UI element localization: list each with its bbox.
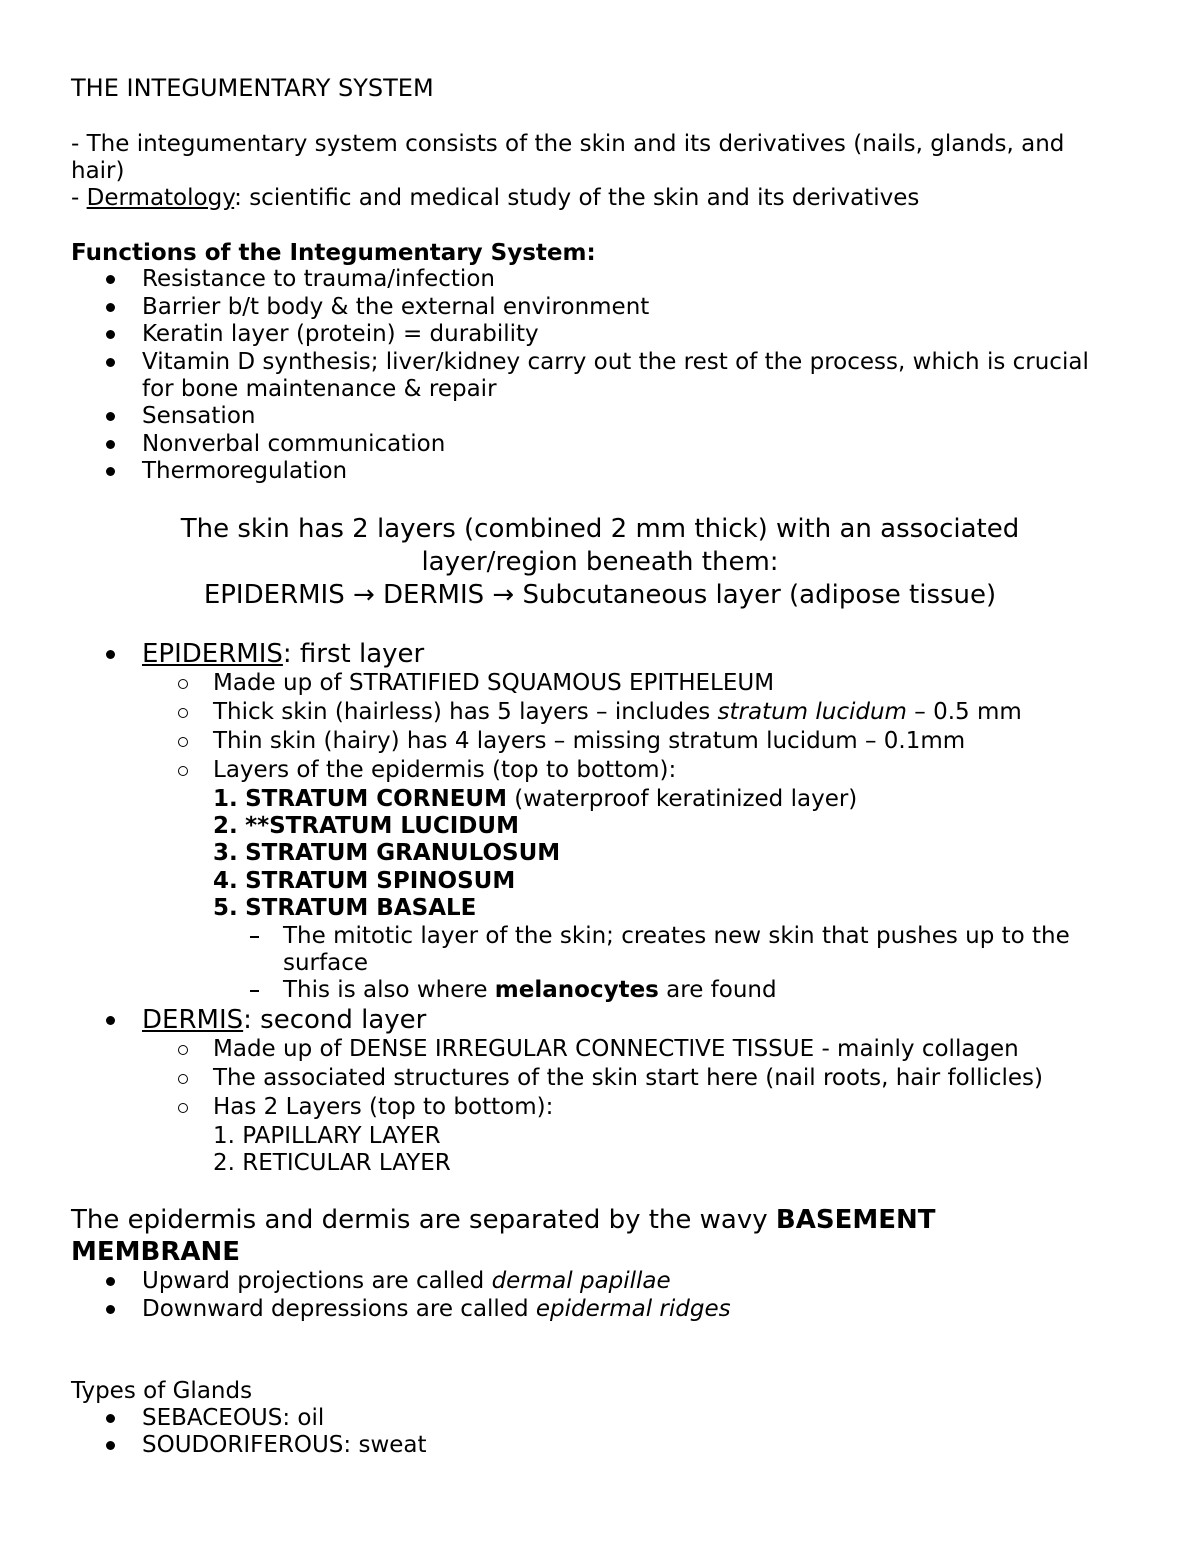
function-item: Sensation bbox=[142, 403, 256, 429]
basale-note-continued: surface bbox=[283, 950, 369, 976]
gland-item: SOUDORIFEROUS: sweat bbox=[142, 1432, 427, 1458]
layers-summary-line: layer/region beneath them: bbox=[421, 547, 779, 577]
bullet-icon bbox=[106, 1414, 115, 1423]
layer-name: STRATUM BASALE bbox=[245, 895, 477, 921]
epidermis-layer bbox=[213, 842, 560, 865]
dermis-term: DERMIS bbox=[142, 1005, 244, 1035]
layer-number: 1. bbox=[213, 786, 238, 812]
layer-name: STRATUM CORNEUM bbox=[245, 786, 507, 812]
item-text: Downward depressions are called bbox=[142, 1296, 536, 1322]
circle-bullet-icon bbox=[178, 766, 188, 776]
bullet-icon bbox=[106, 1305, 115, 1314]
note-text: This is also where bbox=[283, 977, 495, 1003]
basement-membrane-heading bbox=[71, 1207, 935, 1233]
epidermis-heading bbox=[142, 641, 424, 667]
dash-bullet-icon bbox=[250, 936, 259, 938]
epidermis-layer bbox=[213, 788, 857, 811]
circle-bullet-icon bbox=[178, 737, 188, 747]
epidermis-layer bbox=[213, 897, 476, 920]
dermis-layer bbox=[213, 1125, 441, 1148]
basale-note: The mitotic layer of the skin; creates new skin that pushes up to the bbox=[283, 923, 1070, 949]
intro-line-continued: hair) bbox=[71, 158, 125, 184]
epidermal-ridges-term: epidermal ridges bbox=[535, 1296, 731, 1322]
function-item: Nonverbal communication bbox=[142, 431, 446, 457]
dermal-papillae-term: dermal papillae bbox=[491, 1268, 671, 1294]
dermis-heading-rest: : second layer bbox=[243, 1005, 427, 1035]
layers-summary-line: The skin has 2 layers (combined 2 mm thick) with an associated bbox=[180, 514, 1020, 544]
function-item: Thermoregulation bbox=[142, 458, 348, 484]
layer-name: **STRATUM LUCIDUM bbox=[245, 813, 519, 839]
layer-note: (waterproof keratinized layer) bbox=[506, 786, 858, 812]
glands-heading: Types of Glands bbox=[71, 1378, 253, 1404]
layer-number: 2. bbox=[213, 1150, 235, 1176]
layers-summary-sequence: EPIDERMIS → DERMIS → Subcutaneous layer (adipose tissue) bbox=[203, 580, 997, 610]
circle-bullet-icon bbox=[178, 1103, 188, 1113]
epidermis-layer bbox=[213, 870, 515, 893]
epidermis-point: Made up of STRATIFIED SQUAMOUS EPITHELEUM bbox=[213, 670, 775, 696]
layer-number: 4. bbox=[213, 868, 238, 894]
dermatology-definition bbox=[71, 187, 919, 210]
layer-number: 1. bbox=[213, 1123, 235, 1149]
basement-item bbox=[142, 1270, 671, 1293]
bullet-icon bbox=[106, 1441, 115, 1450]
circle-bullet-icon bbox=[178, 1045, 188, 1055]
circle-bullet-icon bbox=[178, 708, 188, 718]
item-text: Upward projections are called bbox=[142, 1268, 492, 1294]
bullet-icon bbox=[106, 1016, 115, 1025]
thick-skin-italic: stratum lucidum bbox=[717, 699, 907, 725]
layer-name: PAPILLARY LAYER bbox=[242, 1123, 441, 1149]
dermis-point: Made up of DENSE IRREGULAR CONNECTIVE TISSUE - mainly collagen bbox=[213, 1036, 1019, 1062]
function-item: Vitamin D synthesis; liver/kidney carry out the rest of the process, which is crucial bbox=[142, 349, 1089, 375]
bullet-icon bbox=[106, 440, 115, 449]
basement-term: BASEMENT bbox=[775, 1205, 936, 1235]
function-item-continued: for bone maintenance & repair bbox=[142, 376, 497, 402]
epidermis-point: Layers of the epidermis (top to bottom): bbox=[213, 757, 677, 783]
thick-skin-suffix: – 0.5 mm bbox=[906, 699, 1022, 725]
bullet-icon bbox=[106, 358, 115, 367]
intro-line: - The integumentary system consists of the skin and its derivatives (nails, glands, and bbox=[71, 131, 1065, 157]
bullet-icon bbox=[106, 412, 115, 421]
layer-number: 3. bbox=[213, 840, 238, 866]
dermis-layer bbox=[213, 1152, 451, 1175]
function-item: Barrier b/t body & the external environment bbox=[142, 294, 650, 320]
dash-prefix: - bbox=[71, 185, 87, 211]
epidermis-point: Thin skin (hairy) has 4 layers – missing stratum lucidum – 0.1mm bbox=[213, 728, 966, 754]
basale-note bbox=[283, 979, 777, 1002]
basement-item bbox=[142, 1298, 731, 1321]
page-title: THE INTEGUMENTARY SYSTEM bbox=[71, 74, 434, 102]
dermis-point: The associated structures of the skin start here (nail roots, hair follicles) bbox=[213, 1065, 1043, 1091]
circle-bullet-icon bbox=[178, 679, 188, 689]
layer-name: STRATUM GRANULOSUM bbox=[245, 840, 561, 866]
dermis-heading bbox=[142, 1007, 426, 1033]
epidermis-thick-skin bbox=[213, 701, 1022, 724]
bullet-icon bbox=[106, 467, 115, 476]
bullet-icon bbox=[106, 275, 115, 284]
layer-number: 5. bbox=[213, 895, 238, 921]
function-item: Resistance to trauma/infection bbox=[142, 266, 495, 292]
membrane-term: MEMBRANE bbox=[71, 1237, 240, 1267]
dash-bullet-icon bbox=[250, 990, 259, 992]
bullet-icon bbox=[106, 650, 115, 659]
bullet-icon bbox=[106, 330, 115, 339]
dermatology-definition-text: : scientific and medical study of the skin and its derivatives bbox=[234, 185, 920, 211]
epidermis-term: EPIDERMIS bbox=[142, 639, 283, 669]
thick-skin-text: Thick skin (hairless) has 5 layers – includes bbox=[213, 699, 718, 725]
circle-bullet-icon bbox=[178, 1074, 188, 1084]
bullet-icon bbox=[106, 303, 115, 312]
epidermis-heading-rest: : first layer bbox=[282, 639, 425, 669]
dermatology-term: Dermatology bbox=[86, 185, 235, 211]
melanocytes-term: melanocytes bbox=[494, 977, 659, 1003]
note-suffix: are found bbox=[658, 977, 777, 1003]
function-item: Keratin layer (protein) = durability bbox=[142, 321, 539, 347]
layer-name: STRATUM SPINOSUM bbox=[245, 868, 516, 894]
layer-name: RETICULAR LAYER bbox=[242, 1150, 451, 1176]
layer-number: 2. bbox=[213, 813, 238, 839]
dermis-point: Has 2 Layers (top to bottom): bbox=[213, 1094, 554, 1120]
basement-text: The epidermis and dermis are separated by the wavy bbox=[71, 1205, 776, 1235]
gland-item: SEBACEOUS: oil bbox=[142, 1405, 325, 1431]
bullet-icon bbox=[106, 1277, 115, 1286]
epidermis-layer bbox=[213, 815, 519, 838]
functions-heading: Functions of the Integumentary System: bbox=[71, 240, 596, 266]
